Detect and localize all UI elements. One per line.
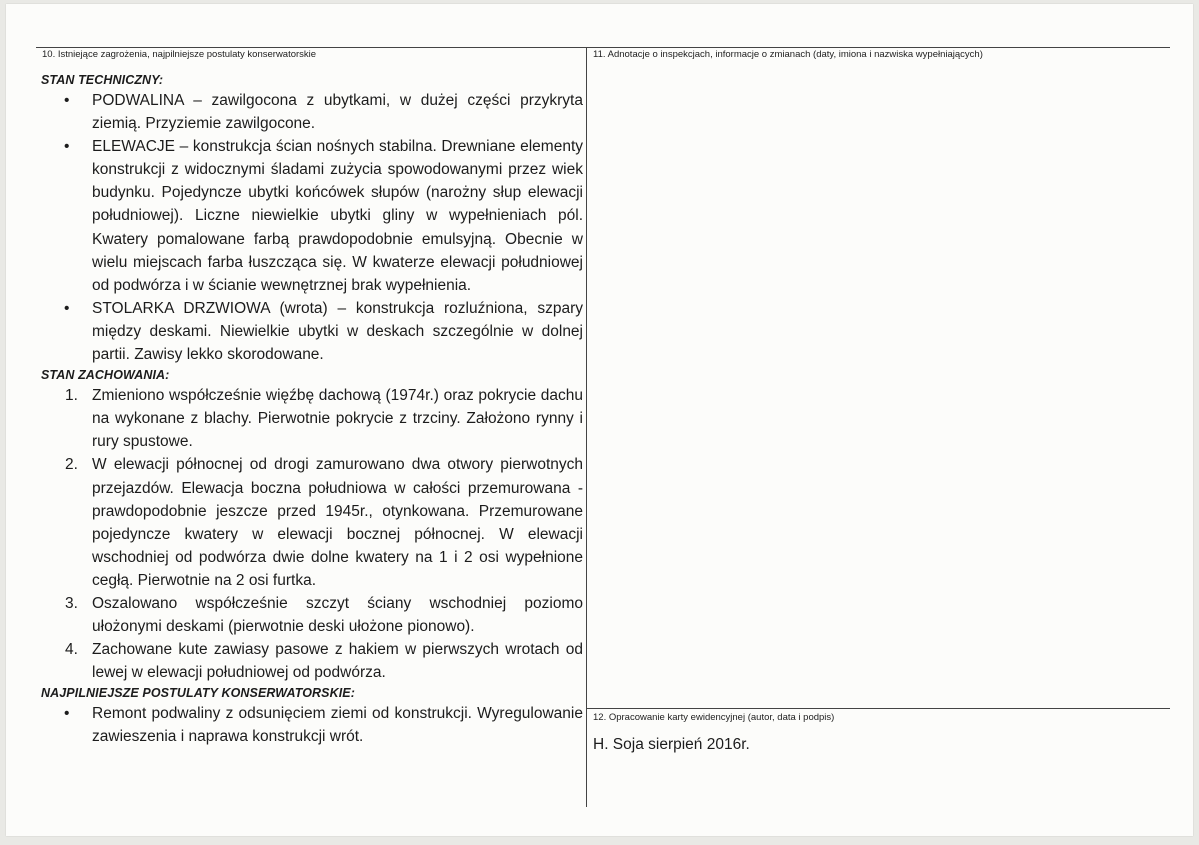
item-text: ELEWACJE – konstrukcja ścian nośnych stabilna. Drewniane elementy konstrukcji z widocznymi śladami zużycia spowodowanymi przez wiek budynku. Pojedyncze ubytki końcówek słupów (narożny słup elewacji południowej). Liczne niewielkie ubytki gliny w wypełnieniach pól. Kwatery pomalowane farbą prawdopodobnie emulsyjną. Obecnie w wielu miejscach farba łuszcząca się. W kwaterze elewacji południowej od podwórza i w ścianie wewnętrznej brak wypełnienia. <box>92 138 583 294</box>
item-number: 4. <box>65 641 78 659</box>
item-text: W elewacji północnej od drogi zamurowano dwa otwory pierwotnych przejazdów. Elewacja boczna południowa w całości przemurowana - prawdopodobnie jeszcze przed 1945r., otynkowana. Przemurowane pojedyncze kwatery w elewacji bocznej północnej. W elewacji wschodniej od podwórza dwie dolne kwatery na 1 i 2 osi wypełnione cegłą. Pierwotnie na 2 osi furtka. <box>92 456 583 589</box>
field10-header: 10. Istniejące zagrożenia, najpilniejsze postulaty konserwatorskie <box>42 49 317 60</box>
item-text: Remont podwaliny z odsunięciem ziemi od konstrukcji. Wyregulowanie zawieszenia i naprawa konstrukcji wrót. <box>92 705 583 746</box>
bullet-icon: • <box>64 92 70 109</box>
bullet-icon: • <box>64 138 70 156</box>
item-text: PODWALINA – zawilgocona z ubytkami, w dużej części przykryta ziemią. Przyziemie zawilgocone. <box>92 92 583 133</box>
field10-content <box>37 71 587 749</box>
bullet-item <box>37 702 587 748</box>
top-rule <box>36 47 1170 48</box>
field12-header: 12. Opracowanie karty ewidencyjnej (autor, data i podpis) <box>593 712 835 723</box>
numbered-item <box>37 453 587 592</box>
item-text: Zmieniono współcześnie więźbę dachową (1974r.) oraz pokrycie dachu na wykonane z blachy. Pierwotnie pokrycie z trzciny. Założono rynny i rury spustowe. <box>92 387 583 451</box>
bullet-item <box>37 135 587 297</box>
item-text: Oszalowano współcześnie szczyt ściany wschodniej poziomo ułożonymi deskami (pierwotnie deski ułożone pionowo). <box>92 594 583 636</box>
item-text: Zachowane kute zawiasy pasowe z hakiem w pierwszych wrotach od lewej w elewacji południowej od podwórza. <box>92 641 583 682</box>
bullet-icon: • <box>64 705 70 723</box>
field12-rule <box>587 708 1170 709</box>
field12-author-date: H. Soja sierpień 2016r. <box>593 736 750 753</box>
numbered-item <box>37 384 587 453</box>
section-title: STAN TECHNICZNY: <box>41 73 164 87</box>
item-number: 1. <box>65 387 78 405</box>
item-number: 3. <box>65 594 78 612</box>
numbered-item <box>37 638 587 684</box>
section-title: STAN ZACHOWANIA: <box>41 368 170 383</box>
bullet-item <box>37 89 587 135</box>
section-title: NAJPILNIEJSZE POSTULATY KONSERWATORSKIE: <box>41 686 355 701</box>
item-text: STOLARKA DRZWIOWA (wrota) – konstrukcja rozluźniona, szpary między deskami. Niewielkie ubytki w deskach szczególnie w dolnej partii. Zawisy lekko skorodowane. <box>92 299 583 364</box>
bullet-item <box>37 297 587 366</box>
numbered-item <box>37 592 587 638</box>
bullet-icon: • <box>64 299 70 317</box>
field11-header: 11. Adnotacje o inspekcjach, informacje o zmianach (daty, imiona i nazwiska wypełniających) <box>593 49 983 60</box>
item-number: 2. <box>65 456 78 474</box>
